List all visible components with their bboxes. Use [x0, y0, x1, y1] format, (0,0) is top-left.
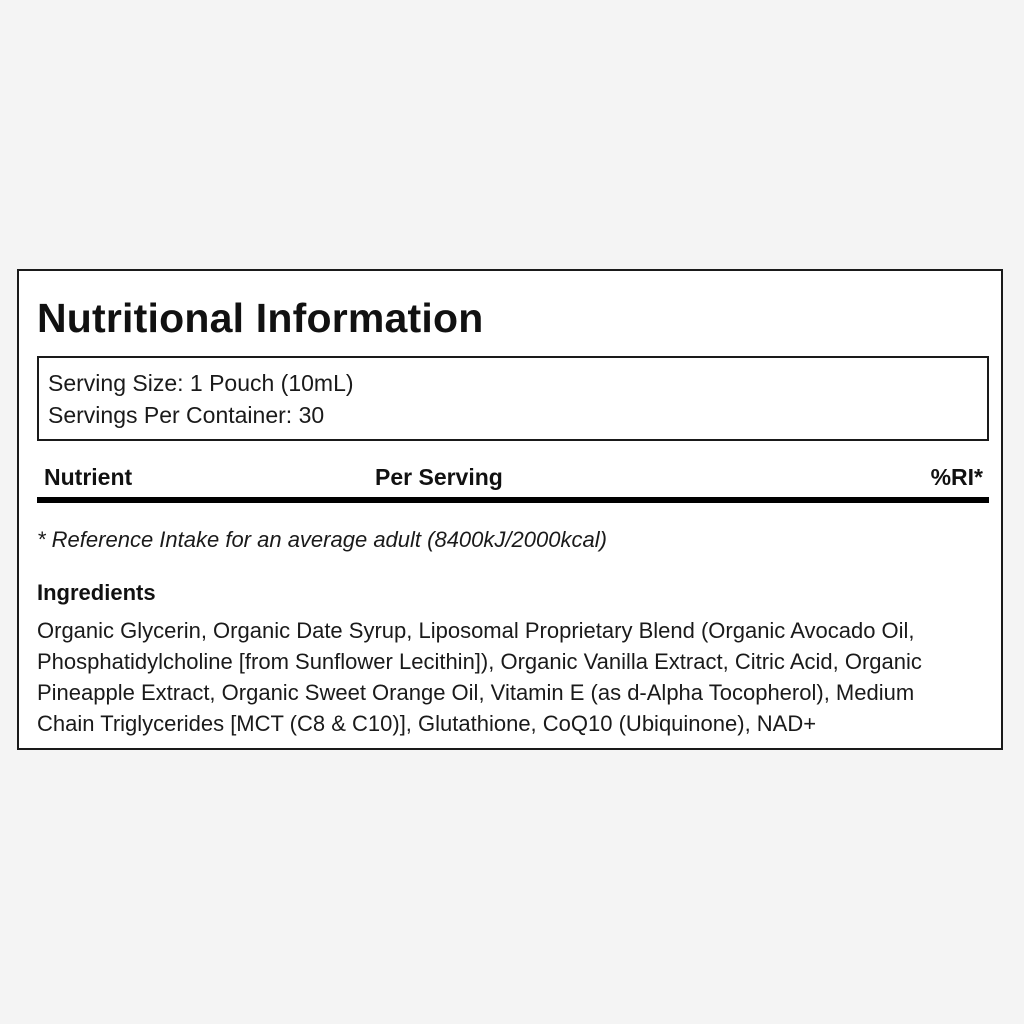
ingredients-line: Phosphatidylcholine [from Sunflower Lecithin]), Organic Vanilla Extract, Citric Acid, Organic [37, 649, 922, 674]
ingredients-heading: Ingredients [37, 580, 156, 605]
label-title: Nutritional Information [37, 295, 484, 341]
column-header-per-serving: Per Serving [375, 464, 503, 490]
nutrition-label-panel [17, 269, 1003, 750]
ingredients-list [37, 615, 987, 739]
serving-info-box [37, 356, 989, 441]
reference-intake-footnote: * Reference Intake for an average adult (8400kJ/2000kcal) [37, 527, 607, 552]
servings-per-container-text: Servings Per Container: 30 [48, 402, 325, 428]
ingredients-line: Organic Glycerin, Organic Date Syrup, Liposomal Proprietary Blend (Organic Avocado Oil, [37, 618, 915, 643]
ingredients-line: Pineapple Extract, Organic Sweet Orange Oil, Vitamin E (as d-Alpha Tocopherol), Medium [37, 680, 915, 705]
column-header-ri: %RI* [930, 464, 983, 490]
nutrient-table-header [37, 459, 989, 503]
serving-size-text: Serving Size: 1 Pouch (10mL) [48, 370, 354, 396]
column-header-nutrient: Nutrient [44, 464, 133, 490]
ingredients-line: Chain Triglycerides [MCT (C8 & C10)], Glutathione, CoQ10 (Ubiquinone), NAD+ [37, 711, 817, 736]
